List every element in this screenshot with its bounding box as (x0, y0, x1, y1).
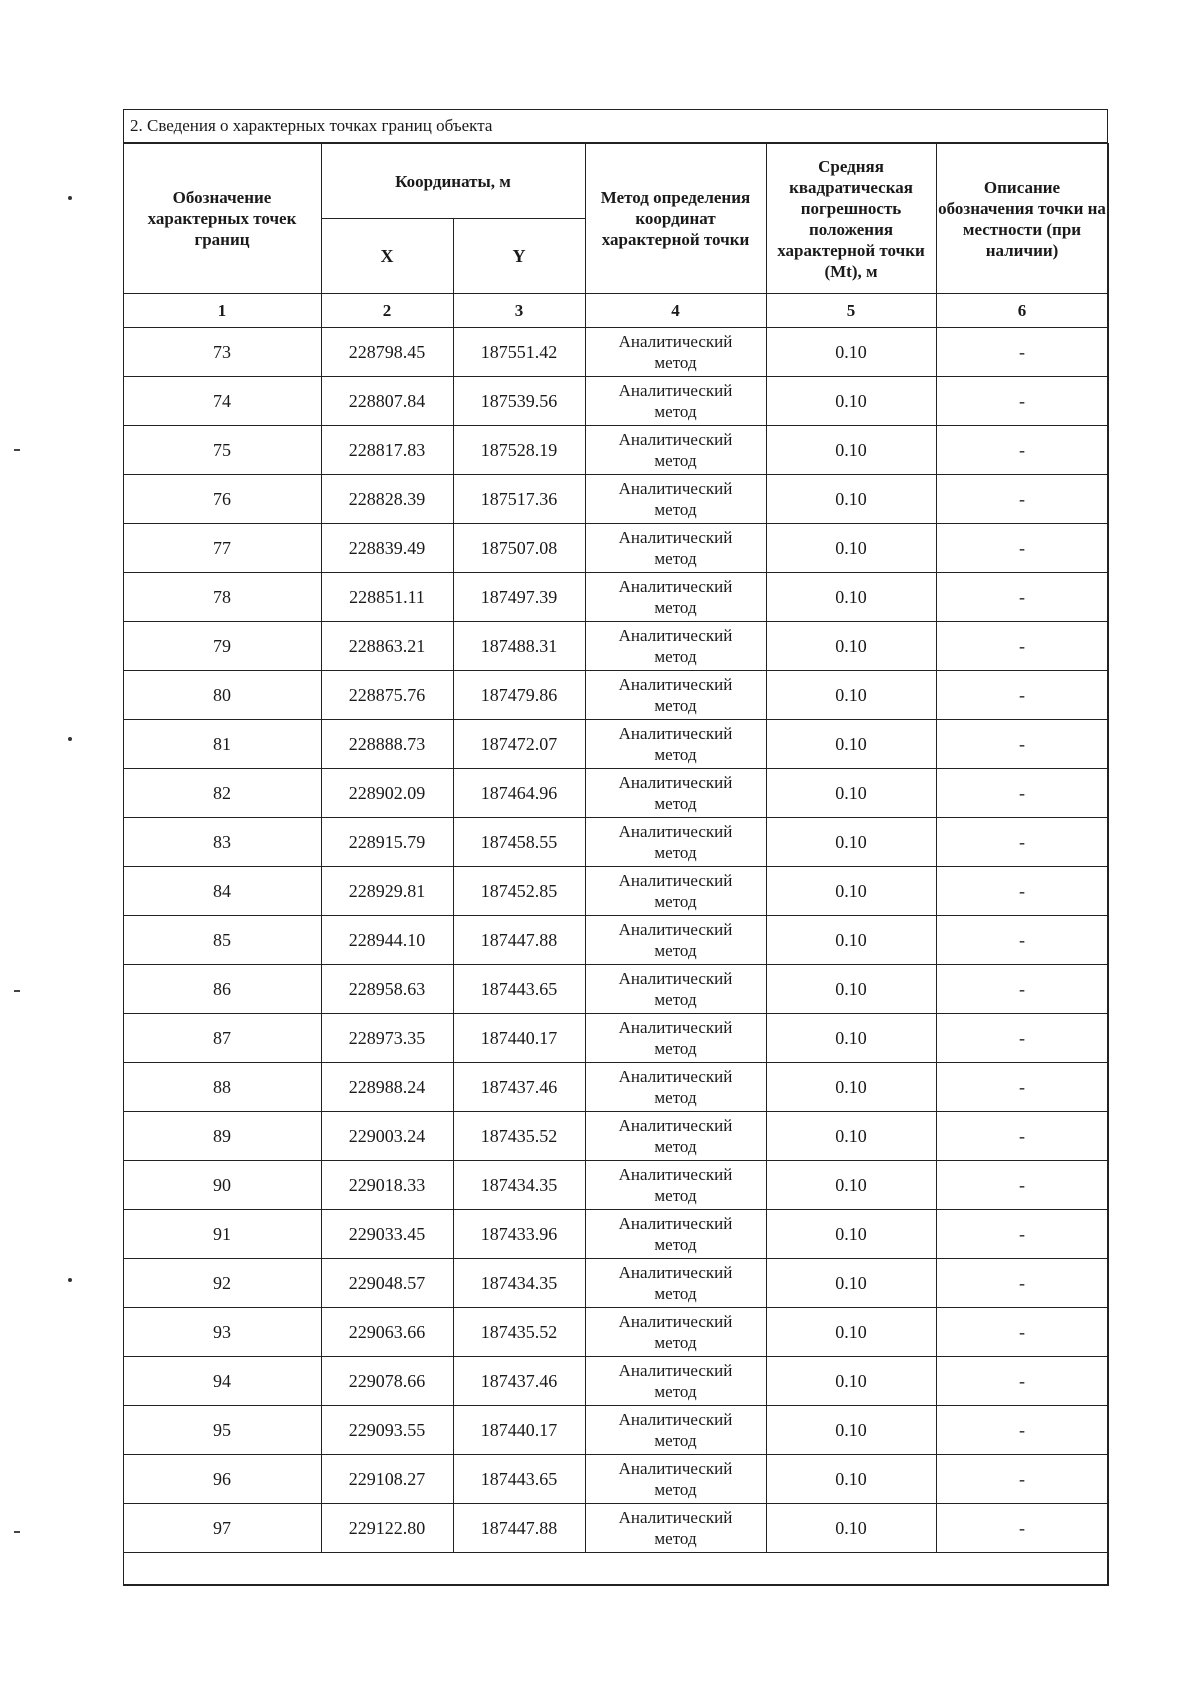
accuracy-cell: 0.10 (766, 1014, 936, 1063)
method-cell (585, 328, 766, 377)
table-row (123, 1357, 1108, 1406)
method-cell (585, 1504, 766, 1553)
method-text: Аналитический (618, 1361, 733, 1380)
table-row (123, 622, 1108, 671)
header-description: Описание обозначения точки на местности (при наличии) (936, 144, 1108, 294)
header-y: Y (453, 219, 585, 294)
empty-footer-cell (123, 1553, 1108, 1586)
point-cell: 79 (123, 622, 321, 671)
point-cell: 85 (123, 916, 321, 965)
table-row (123, 475, 1108, 524)
table-row (123, 1161, 1108, 1210)
method-text: метод (654, 696, 697, 715)
margin-dot (68, 196, 72, 200)
accuracy-cell: 0.10 (766, 818, 936, 867)
description-cell: - (936, 426, 1108, 475)
method-text: Аналитический (618, 1165, 733, 1184)
margin-tick (14, 1531, 20, 1533)
table-row (123, 377, 1108, 426)
method-text: метод (654, 402, 697, 421)
description-cell: - (936, 328, 1108, 377)
table-row (123, 867, 1108, 916)
x-cell: 228851.11 (321, 573, 453, 622)
table-row (123, 818, 1108, 867)
description-cell: - (936, 377, 1108, 426)
method-cell (585, 426, 766, 475)
margin-tick (14, 990, 20, 992)
accuracy-cell: 0.10 (766, 1406, 936, 1455)
method-text: Аналитический (618, 1508, 733, 1527)
method-text: метод (654, 549, 697, 568)
table-row (123, 671, 1108, 720)
x-cell: 228929.81 (321, 867, 453, 916)
accuracy-cell: 0.10 (766, 328, 936, 377)
description-cell: - (936, 818, 1108, 867)
method-cell (585, 573, 766, 622)
method-text: Аналитический (618, 1116, 733, 1135)
column-number-3: 3 (453, 294, 585, 328)
description-cell: - (936, 769, 1108, 818)
x-cell: 229078.66 (321, 1357, 453, 1406)
accuracy-cell: 0.10 (766, 1455, 936, 1504)
y-cell: 187488.31 (453, 622, 585, 671)
description-cell: - (936, 622, 1108, 671)
point-cell: 90 (123, 1161, 321, 1210)
point-cell: 80 (123, 671, 321, 720)
method-cell (585, 622, 766, 671)
table-row (123, 916, 1108, 965)
method-text: Аналитический (618, 724, 733, 743)
y-cell: 187440.17 (453, 1014, 585, 1063)
y-cell: 187539.56 (453, 377, 585, 426)
accuracy-cell: 0.10 (766, 622, 936, 671)
method-text: метод (654, 500, 697, 519)
header-coordinates: Координаты, м (321, 144, 585, 219)
point-cell: 87 (123, 1014, 321, 1063)
method-cell (585, 1210, 766, 1259)
method-cell (585, 475, 766, 524)
table-row (123, 524, 1108, 573)
point-cell: 77 (123, 524, 321, 573)
accuracy-cell: 0.10 (766, 867, 936, 916)
description-cell: - (936, 1063, 1108, 1112)
method-text: метод (654, 794, 697, 813)
method-text: Аналитический (618, 381, 733, 400)
point-cell: 75 (123, 426, 321, 475)
header-accuracy: Средняя квадратическая погрешность положения характерной точки (Mt), м (766, 144, 936, 294)
x-cell: 229003.24 (321, 1112, 453, 1161)
accuracy-cell: 0.10 (766, 1308, 936, 1357)
y-cell: 187443.65 (453, 1455, 585, 1504)
method-text: Аналитический (618, 920, 733, 939)
method-text: Аналитический (618, 1410, 733, 1429)
margin-dot (68, 737, 72, 741)
description-cell: - (936, 573, 1108, 622)
description-cell: - (936, 965, 1108, 1014)
y-cell: 187452.85 (453, 867, 585, 916)
method-text: Аналитический (618, 773, 733, 792)
description-cell: - (936, 867, 1108, 916)
x-cell: 228807.84 (321, 377, 453, 426)
method-text: метод (654, 1186, 697, 1205)
point-cell: 84 (123, 867, 321, 916)
accuracy-cell: 0.10 (766, 524, 936, 573)
method-text: метод (654, 1333, 697, 1352)
points-table-body (123, 328, 1108, 1553)
column-number-6: 6 (936, 294, 1108, 328)
method-text: Аналитический (618, 1263, 733, 1282)
header-point-designation: Обозначение характерных точек границ (123, 144, 321, 294)
point-cell: 76 (123, 475, 321, 524)
description-cell: - (936, 1455, 1108, 1504)
point-cell: 74 (123, 377, 321, 426)
table-row (123, 965, 1108, 1014)
table-row (123, 720, 1108, 769)
description-cell: - (936, 524, 1108, 573)
accuracy-cell: 0.10 (766, 1210, 936, 1259)
method-text: метод (654, 1480, 697, 1499)
description-cell: - (936, 720, 1108, 769)
y-cell: 187447.88 (453, 1504, 585, 1553)
description-cell: - (936, 1406, 1108, 1455)
method-text: Аналитический (618, 626, 733, 645)
table-row (123, 328, 1108, 377)
column-number-4: 4 (585, 294, 766, 328)
document-sheet (123, 109, 1108, 1585)
description-cell: - (936, 1112, 1108, 1161)
table-row (123, 1406, 1108, 1455)
method-text: метод (654, 1088, 697, 1107)
accuracy-cell: 0.10 (766, 1504, 936, 1553)
y-cell: 187497.39 (453, 573, 585, 622)
y-cell: 187472.07 (453, 720, 585, 769)
table-row (123, 1014, 1108, 1063)
method-text: Аналитический (618, 1312, 733, 1331)
method-cell (585, 1455, 766, 1504)
y-cell: 187479.86 (453, 671, 585, 720)
accuracy-cell: 0.10 (766, 1063, 936, 1112)
point-cell: 81 (123, 720, 321, 769)
y-cell: 187528.19 (453, 426, 585, 475)
method-cell (585, 1161, 766, 1210)
y-cell: 187437.46 (453, 1357, 585, 1406)
point-cell: 83 (123, 818, 321, 867)
method-text: Аналитический (618, 822, 733, 841)
method-text: Аналитический (618, 332, 733, 351)
point-cell: 93 (123, 1308, 321, 1357)
x-cell: 228839.49 (321, 524, 453, 573)
point-cell: 95 (123, 1406, 321, 1455)
method-text: метод (654, 1382, 697, 1401)
point-cell: 89 (123, 1112, 321, 1161)
table-row (123, 1308, 1108, 1357)
method-text: метод (654, 451, 697, 470)
y-cell: 187447.88 (453, 916, 585, 965)
table-row (123, 769, 1108, 818)
method-text: метод (654, 941, 697, 960)
accuracy-cell: 0.10 (766, 720, 936, 769)
x-cell: 228888.73 (321, 720, 453, 769)
section-title: 2. Сведения о характерных точках границ объекта (124, 110, 1107, 143)
method-text: метод (654, 353, 697, 372)
y-cell: 187434.35 (453, 1161, 585, 1210)
table-row (123, 573, 1108, 622)
y-cell: 187435.52 (453, 1308, 585, 1357)
x-cell: 228828.39 (321, 475, 453, 524)
method-cell (585, 524, 766, 573)
description-cell: - (936, 1308, 1108, 1357)
accuracy-cell: 0.10 (766, 377, 936, 426)
column-number-2: 2 (321, 294, 453, 328)
x-cell: 228988.24 (321, 1063, 453, 1112)
method-text: метод (654, 843, 697, 862)
point-cell: 86 (123, 965, 321, 1014)
column-number-1: 1 (123, 294, 321, 328)
accuracy-cell: 0.10 (766, 1357, 936, 1406)
method-text: Аналитический (618, 871, 733, 890)
points-table (123, 143, 1109, 1586)
y-cell: 187517.36 (453, 475, 585, 524)
y-cell: 187437.46 (453, 1063, 585, 1112)
point-cell: 92 (123, 1259, 321, 1308)
y-cell: 187507.08 (453, 524, 585, 573)
y-cell: 187435.52 (453, 1112, 585, 1161)
y-cell: 187440.17 (453, 1406, 585, 1455)
margin-dot (68, 1278, 72, 1282)
method-cell (585, 1112, 766, 1161)
table-row (123, 1455, 1108, 1504)
table-row (123, 426, 1108, 475)
description-cell: - (936, 1504, 1108, 1553)
x-cell: 228915.79 (321, 818, 453, 867)
y-cell: 187464.96 (453, 769, 585, 818)
method-text: метод (654, 990, 697, 1009)
accuracy-cell: 0.10 (766, 769, 936, 818)
method-text: метод (654, 1431, 697, 1450)
method-cell (585, 377, 766, 426)
accuracy-cell: 0.10 (766, 1112, 936, 1161)
method-cell (585, 1357, 766, 1406)
y-cell: 187443.65 (453, 965, 585, 1014)
description-cell: - (936, 916, 1108, 965)
accuracy-cell: 0.10 (766, 671, 936, 720)
method-text: Аналитический (618, 1067, 733, 1086)
method-text: Аналитический (618, 1214, 733, 1233)
method-cell (585, 720, 766, 769)
x-cell: 229063.66 (321, 1308, 453, 1357)
accuracy-cell: 0.10 (766, 916, 936, 965)
x-cell: 228798.45 (321, 328, 453, 377)
x-cell: 229048.57 (321, 1259, 453, 1308)
method-text: Аналитический (618, 969, 733, 988)
accuracy-cell: 0.10 (766, 573, 936, 622)
method-cell (585, 671, 766, 720)
method-cell (585, 1014, 766, 1063)
x-cell: 228817.83 (321, 426, 453, 475)
method-cell (585, 769, 766, 818)
method-cell (585, 965, 766, 1014)
method-cell (585, 867, 766, 916)
description-cell: - (936, 1259, 1108, 1308)
y-cell: 187458.55 (453, 818, 585, 867)
x-cell: 229108.27 (321, 1455, 453, 1504)
point-cell: 78 (123, 573, 321, 622)
method-text: метод (654, 1284, 697, 1303)
point-cell: 73 (123, 328, 321, 377)
method-cell (585, 916, 766, 965)
table-row (123, 1112, 1108, 1161)
method-cell (585, 1406, 766, 1455)
accuracy-cell: 0.10 (766, 475, 936, 524)
method-text: Аналитический (618, 1018, 733, 1037)
method-text: метод (654, 892, 697, 911)
method-text: Аналитический (618, 1459, 733, 1478)
description-cell: - (936, 1161, 1108, 1210)
x-cell: 228875.76 (321, 671, 453, 720)
method-text: метод (654, 647, 697, 666)
empty-footer-row (123, 1553, 1108, 1586)
y-cell: 187551.42 (453, 328, 585, 377)
table-row (123, 1504, 1108, 1553)
point-cell: 82 (123, 769, 321, 818)
description-cell: - (936, 671, 1108, 720)
method-text: Аналитический (618, 528, 733, 547)
header-x: X (321, 219, 453, 294)
description-cell: - (936, 475, 1108, 524)
x-cell: 229093.55 (321, 1406, 453, 1455)
method-text: метод (654, 1235, 697, 1254)
point-cell: 88 (123, 1063, 321, 1112)
method-cell (585, 1308, 766, 1357)
header-method: Метод определения координат характерной точки (585, 144, 766, 294)
method-text: Аналитический (618, 430, 733, 449)
method-text: метод (654, 1529, 697, 1548)
x-cell: 228902.09 (321, 769, 453, 818)
description-cell: - (936, 1210, 1108, 1259)
point-cell: 94 (123, 1357, 321, 1406)
point-cell: 97 (123, 1504, 321, 1553)
accuracy-cell: 0.10 (766, 1161, 936, 1210)
method-text: метод (654, 1137, 697, 1156)
method-text: Аналитический (618, 479, 733, 498)
method-cell (585, 1259, 766, 1308)
x-cell: 229122.80 (321, 1504, 453, 1553)
column-number-5: 5 (766, 294, 936, 328)
margin-tick (14, 449, 20, 451)
x-cell: 228863.21 (321, 622, 453, 671)
point-cell: 96 (123, 1455, 321, 1504)
x-cell: 228973.35 (321, 1014, 453, 1063)
method-text: метод (654, 745, 697, 764)
description-cell: - (936, 1014, 1108, 1063)
y-cell: 187434.35 (453, 1259, 585, 1308)
accuracy-cell: 0.10 (766, 426, 936, 475)
table-row (123, 1063, 1108, 1112)
method-text: Аналитический (618, 675, 733, 694)
method-cell (585, 818, 766, 867)
table-row (123, 1259, 1108, 1308)
accuracy-cell: 0.10 (766, 965, 936, 1014)
x-cell: 228944.10 (321, 916, 453, 965)
x-cell: 229033.45 (321, 1210, 453, 1259)
method-cell (585, 1063, 766, 1112)
method-text: метод (654, 598, 697, 617)
y-cell: 187433.96 (453, 1210, 585, 1259)
x-cell: 229018.33 (321, 1161, 453, 1210)
description-cell: - (936, 1357, 1108, 1406)
method-text: метод (654, 1039, 697, 1058)
accuracy-cell: 0.10 (766, 1259, 936, 1308)
table-row (123, 1210, 1108, 1259)
point-cell: 91 (123, 1210, 321, 1259)
method-text: Аналитический (618, 577, 733, 596)
x-cell: 228958.63 (321, 965, 453, 1014)
